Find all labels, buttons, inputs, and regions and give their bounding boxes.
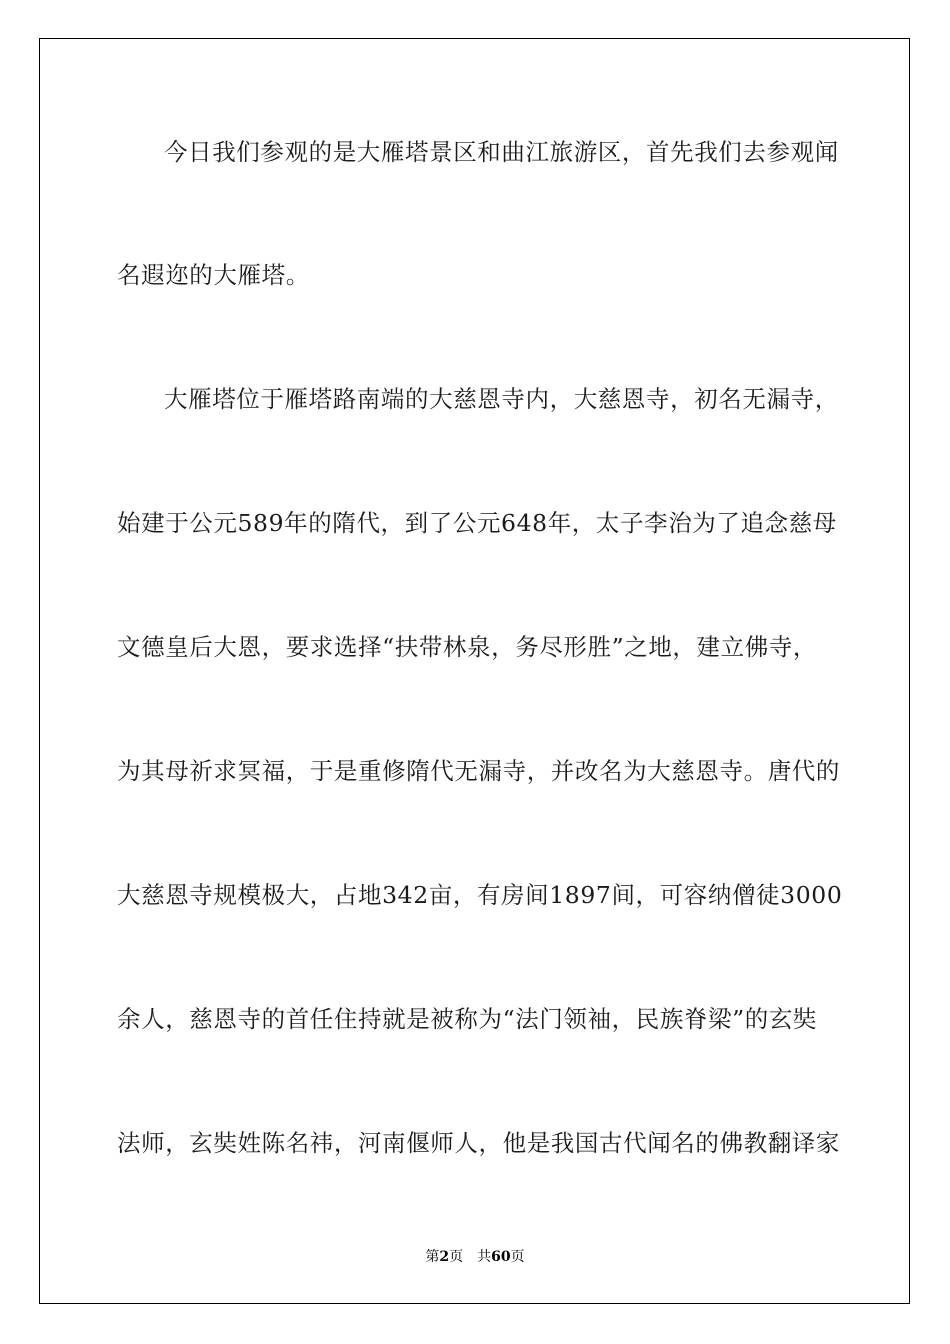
- total-prefix: 共: [477, 1249, 492, 1265]
- paragraph-2-line-4: 为其母祈求冥福，于是重修隋代无漏寺，并改名为大慈恩寺。唐代的: [117, 757, 840, 785]
- total-suffix: 页: [510, 1249, 525, 1265]
- paragraph-2-line-2: 始建于公元589年的隋代，到了公元648年，太子李治为了追念慈母: [117, 509, 837, 537]
- paragraph-2-line-3: 文德皇后大恩，要求选择“扶带林泉，务尽形胜”之地，建立佛寺，: [117, 633, 818, 661]
- page-number: 2: [439, 1249, 450, 1265]
- paragraph-2-line-7: 法师，玄奘姓陈名祎，河南偃师人，他是我国古代闻名的佛教翻译家: [117, 1129, 840, 1157]
- paragraph-2-line-5: 大慈恩寺规模极大，占地342亩，有房间1897间，可容纳僧徒3000: [117, 881, 843, 909]
- page-border: [39, 38, 910, 1304]
- paragraph-2-line-1: 大雁塔位于雁塔路南端的大慈恩寺内，大慈恩寺，初名无漏寺，: [164, 385, 839, 413]
- paragraph-2-line-6: 余人，慈恩寺的首任住持就是被称为“法门领袖，民族脊梁”的玄奘: [117, 1005, 818, 1033]
- paragraph-1-line-2: 名遐迩的大雁塔。: [117, 261, 310, 289]
- page-footer: [0, 1246, 950, 1266]
- page-suffix: 页: [449, 1249, 464, 1265]
- page-prefix: 第: [425, 1249, 440, 1265]
- paragraph-1-line-1: 今日我们参观的是大雁塔景区和曲江旅游区，首先我们去参观闻: [164, 138, 839, 166]
- total-pages: 60: [491, 1249, 511, 1265]
